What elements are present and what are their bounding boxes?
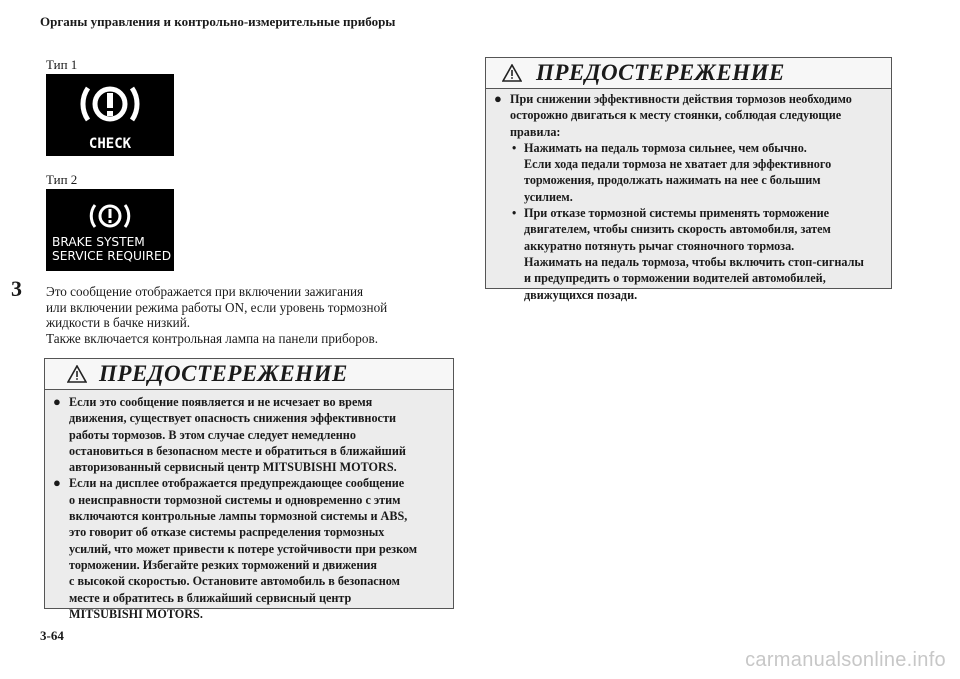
intro-line: Также включается контрольная лампа на панели приборов. (46, 330, 378, 346)
bullet-icon: ● (494, 91, 502, 106)
type1-display (46, 74, 174, 156)
warning-line: Если это сообщение появляется и не исчезает во время (69, 395, 373, 409)
warning-line: торможении. Избегайте резких торможений и движения (69, 557, 377, 572)
intro-line: жидкости в бачке низкий. (46, 315, 191, 331)
warning-triangle-icon (67, 365, 87, 383)
warning-item (490, 91, 885, 303)
warning-line: движущихся позади. (524, 287, 638, 302)
warning-header (45, 359, 453, 390)
warning-header (486, 58, 891, 89)
warning-body (486, 89, 891, 303)
intro-paragraph (46, 284, 446, 346)
warning-title: ПРЕДОСТЕРЕЖЕНИЕ (99, 361, 348, 386)
warning-line: При отказе тормозной системы применять торможение (524, 206, 830, 221)
warning-subitem (510, 140, 885, 205)
warning-line: аккуратно потянуть рычаг стояночного тормоза. (524, 238, 795, 253)
warning-line: MITSUBISHI MOTORS. (69, 606, 203, 621)
warning-line: Если на дисплее отображается предупреждающее сообщение (69, 476, 405, 491)
chapter-number: 3 (11, 276, 22, 301)
bullet-icon: ● (53, 475, 61, 491)
warning-line: двигателем, чтобы снизить скорость автомобиля, затем (524, 222, 831, 237)
brake-system-text: BRAKE SYSTEM (52, 235, 145, 249)
warning-triangle-icon (502, 64, 522, 82)
warning-line: работы тормозов. В этом случае следует немедленно (69, 427, 356, 442)
warning-box-left (44, 358, 454, 621)
warning-line: с высокой скоростью. Остановите автомобиль в безопасном (69, 574, 400, 589)
intro-line: Это сообщение отображается при включении зажигания (46, 284, 364, 299)
brake-warning-icon (91, 205, 129, 227)
warning-line: правила: (510, 124, 561, 139)
warning-line: Нажимать на педаль тормоза, чтобы включить стоп-сигналы (524, 254, 864, 269)
warning-line: месте и обратитесь в ближайший сервисный центр (69, 590, 352, 605)
warning-line: усилием. (524, 189, 573, 204)
warning-box-right (485, 57, 892, 302)
small-bullet-icon: • (512, 206, 517, 221)
warning-line: движения, существует опасность снижения эффективности (69, 411, 396, 426)
warning-line: и предупредить о торможении водителей автомобилей, (524, 271, 826, 286)
warning-line: Нажимать на педаль тормоза сильнее, чем обычно. (524, 140, 807, 155)
warning-line: это говорит об отказе системы распределения тормозных (69, 525, 385, 540)
brake-warning-icon (46, 74, 174, 156)
warning-item (49, 475, 447, 622)
check-text: CHECK (88, 136, 132, 152)
section-header: Органы управления и контрольно-измерительные приборы (40, 14, 396, 29)
warning-line: включаются контрольные лампы тормозной системы и ABS, (69, 509, 408, 524)
warning-line: осторожно двигаться к месту стоянки, соблюдая следующие (510, 108, 842, 123)
warning-subitem (510, 205, 885, 303)
page-number: 3-64 (40, 628, 64, 643)
warning-line: торможения, продолжать нажимать на нее с большим (524, 173, 821, 188)
bullet-icon: ● (53, 394, 61, 409)
warning-title: ПРЕДОСТЕРЕЖЕНИЕ (536, 60, 785, 85)
warning-line: При снижении эффективности действия тормозов необходимо (510, 92, 852, 106)
warning-line: усилий, что может привести к потере устойчивости при резком (69, 541, 418, 556)
brake-system-display (46, 189, 174, 271)
intro-line: или включении режима работы ON, если уровень тормозной (46, 299, 388, 315)
warning-body (45, 390, 453, 622)
type2-label: Тип 2 (46, 172, 78, 187)
service-required-text: SERVICE REQUIRED (52, 249, 172, 263)
warning-item (49, 394, 447, 475)
warning-line: остановиться в безопасном месте и обратиться в ближайший (69, 443, 406, 458)
type1-label: Тип 1 (46, 57, 78, 72)
type2-display (46, 189, 174, 271)
warning-line: Если хода педали тормоза не хватает для эффективного (524, 157, 832, 172)
warning-line: авторизованный сервисный центр MITSUBISHI MOTORS. (69, 460, 397, 475)
warning-line: о неисправности тормозной системы и одновременно с этим (69, 492, 401, 507)
small-bullet-icon: • (512, 140, 517, 155)
watermark: carmanualsonline.info (745, 649, 946, 671)
